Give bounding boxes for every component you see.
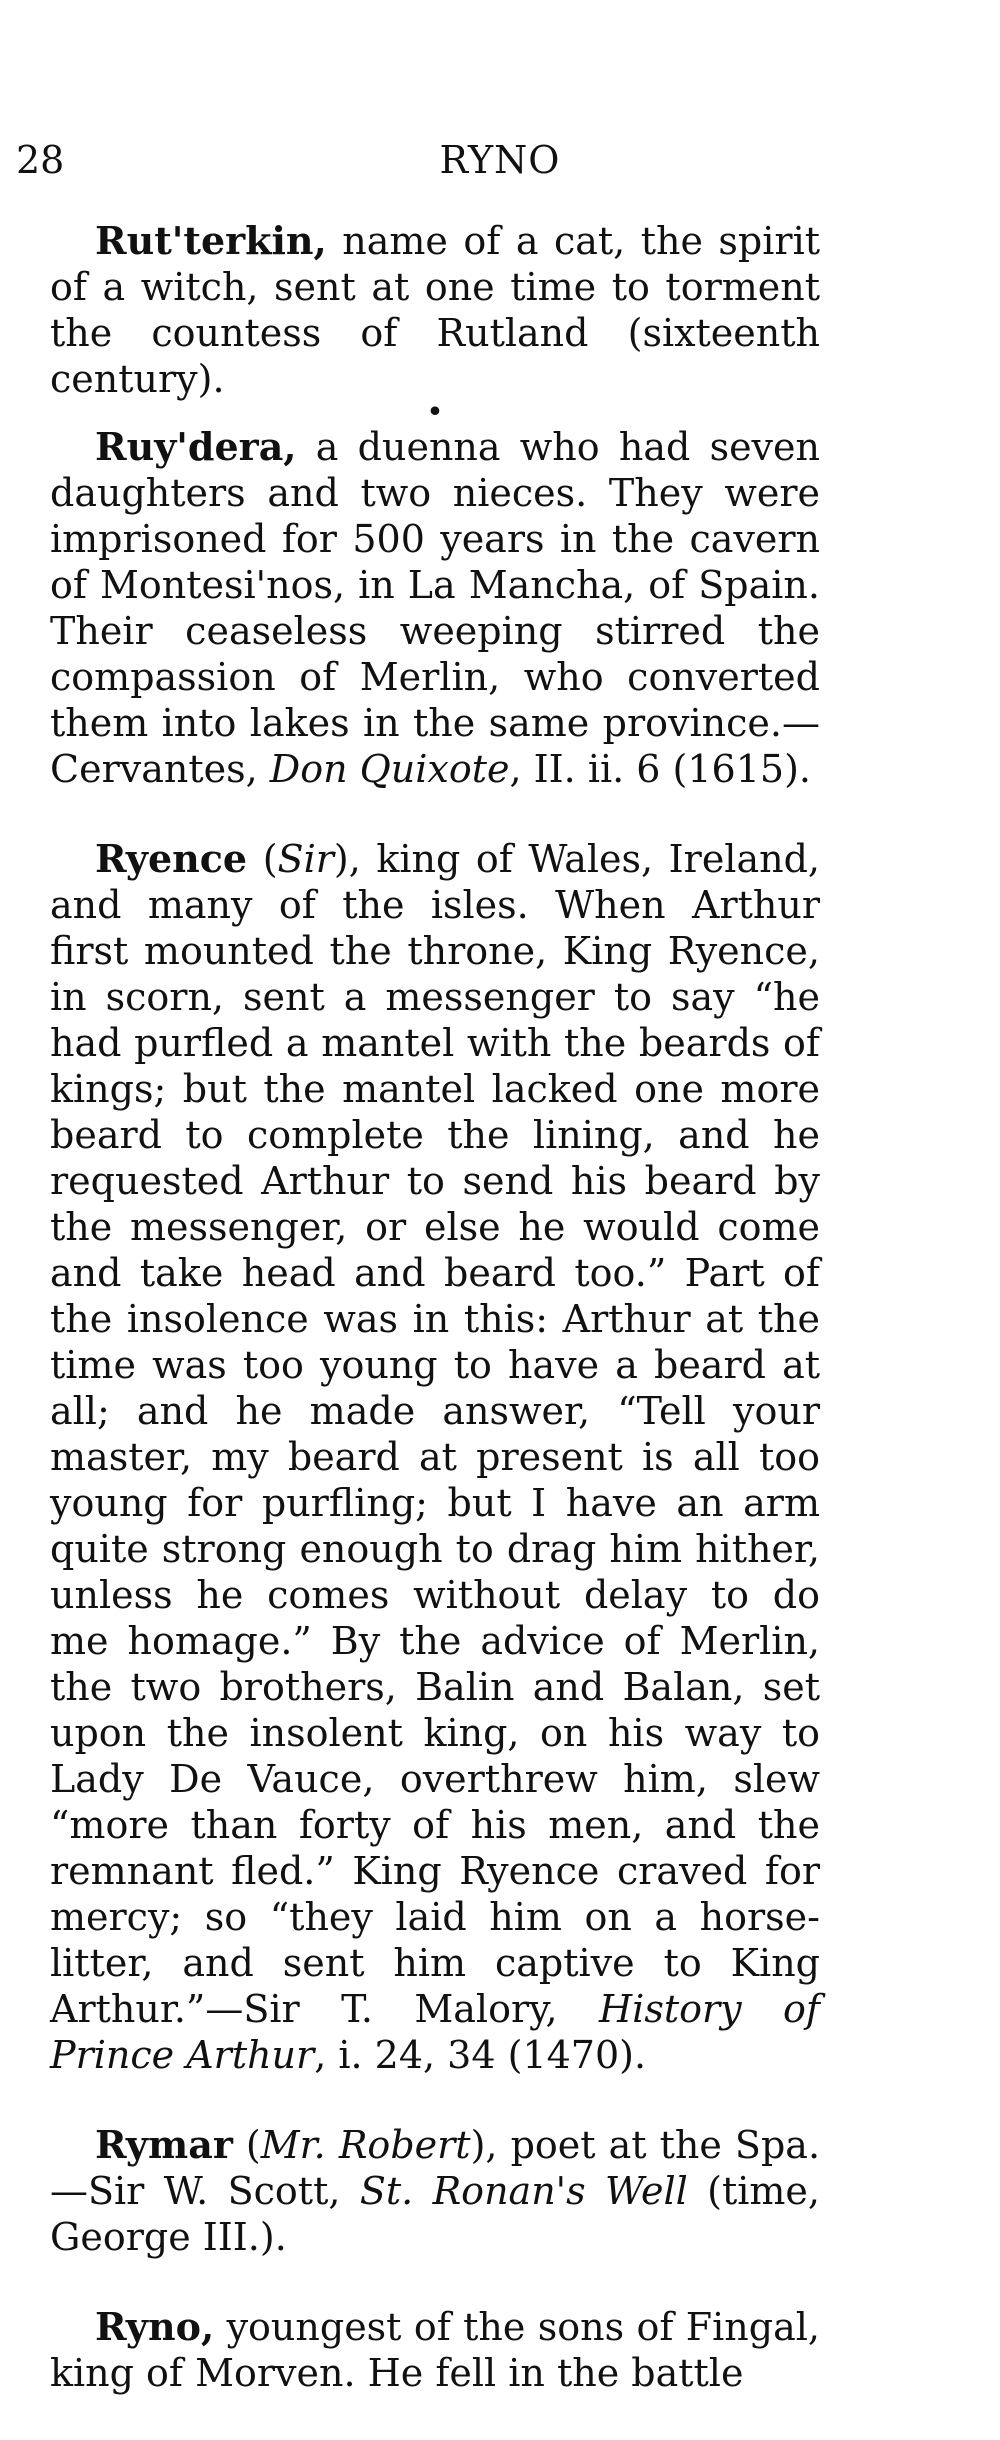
- entry-ruydera: [50, 424, 820, 792]
- entry-definition: , poet at the Spa. —Sir W. Scott,: [50, 2123, 821, 2213]
- entry-rymar: [50, 2122, 820, 2260]
- title-qualifier: Sir: [277, 837, 334, 881]
- headword: Rut'terkin,: [95, 218, 327, 263]
- running-head: RYNO: [439, 138, 561, 182]
- citation: , i. 24, 34 (1470).: [314, 2033, 647, 2077]
- entry-definition: a duenna who had seven daughters and two nieces. They were imprisoned for 500 years in the cavern of Montesi'nos, in La Mancha, of Spain. Their ceaseless weeping stirred the compassion of Merlin, who converted them into lakes in the same province.—Cervantes,: [50, 425, 820, 791]
- entry-rutterkin: [50, 218, 820, 402]
- entry-ryence: [50, 836, 820, 2078]
- work-title: Don Quixote: [269, 747, 510, 791]
- entry-ryno: [50, 2304, 820, 2396]
- headword: Rymar: [95, 2122, 233, 2167]
- citation: , II. ii. 6 (1615).: [509, 747, 811, 791]
- title-qualifier: Mr. Robert: [260, 2123, 471, 2167]
- stray-mark: •: [426, 395, 444, 430]
- page-number: 28: [16, 138, 65, 182]
- paren-close: ): [333, 837, 349, 881]
- headword: Ryno,: [95, 2304, 215, 2349]
- work-title: History of Prince Arthur: [50, 1987, 820, 2077]
- entry-definition: name of a cat, the spirit of a witch, sent at one time to torment the countess of Rutland (sixteenth century).: [50, 219, 820, 401]
- citation: (time, George III.).: [50, 2169, 820, 2259]
- paren-open: (: [232, 2123, 261, 2167]
- entry-definition: youngest of the sons of Fingal, king of Morven. He fell in the battle: [50, 2305, 820, 2395]
- headword: Ruy'dera,: [95, 424, 297, 469]
- headword: Ryence: [95, 836, 248, 881]
- dictionary-text: [50, 218, 820, 2440]
- paren-close: ): [470, 2123, 486, 2167]
- paren-open: (: [247, 837, 278, 881]
- entry-definition: , king of Wales, Ireland, and many of the isles. When Arthur first mounted the throne, King Ryence, in scorn, sent a messenger to say “he had purfled a mantel with the beards of kings; but the mantel lacked one more beard to complete the lining, and he requested Arthur to send his beard by the messenger, or else he would come and take head and beard too.” Part of the insolence was in this: Arthur at the time was too young to have a beard at all; and he made answer, “Tell your master, my beard at present is all too young for purfling; but I have an arm quite strong enough to drag him hither, unless he comes without delay to do me homage.” By the advice of Merlin, the two brothers, Balin and Balan, set upon the insolent king, on his way to Lady De Vauce, overthrew him, slew “more than forty of his men, and the remnant fled.” King Ryence craved for mercy; so “they laid him on a horse-litter, and sent him captive to King Arthur.”—Sir T. Malory,: [50, 837, 820, 2031]
- work-title: St. Ronan's Well: [359, 2169, 688, 2213]
